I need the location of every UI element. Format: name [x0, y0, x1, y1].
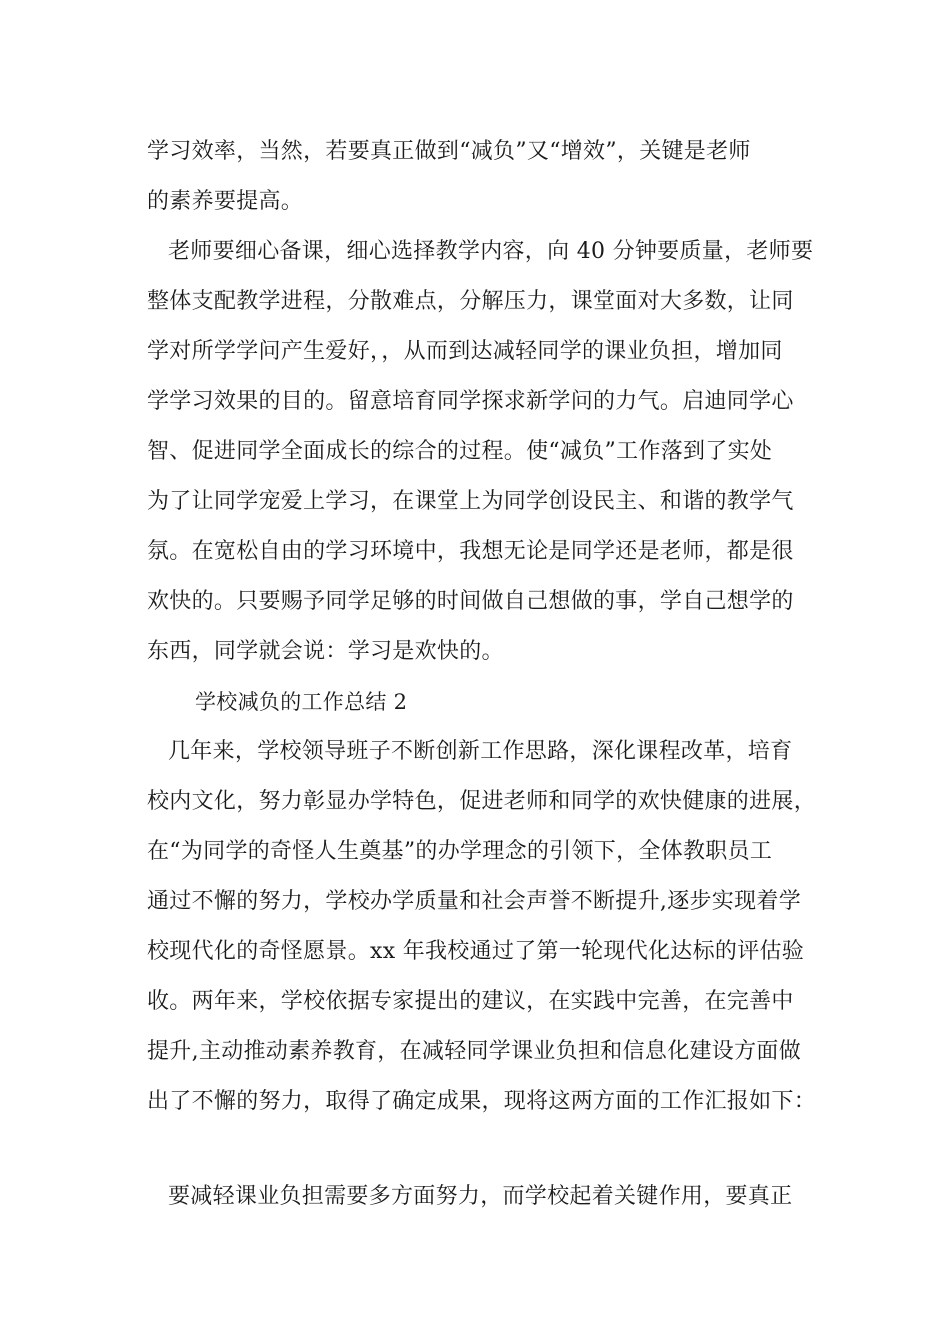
paragraph-3-line-8: 出了不懈的努力，取得了确定成果，现将这两方面的工作汇报如下： — [147, 1089, 817, 1114]
paragraph-2-line-4: 学学习效果的目的。留意培育同学探求新学问的力气。启迪同学心 — [147, 389, 794, 414]
paragraph-2-line-3: 学对所学学问产生爱好，，从而到达减轻同学的课业负担，增加同 — [147, 339, 783, 364]
paragraph-3-line-7: 提升,主动推动素养教育，在减轻同学课业负担和信息化建设方面做 — [147, 1039, 801, 1064]
paragraph-2-line-2: 整体支配教学进程，分散难点，分解压力，课堂面对大多数，让同 — [147, 289, 794, 314]
paragraph-3-line-2: 校内文化，努力彰显办学特色，促进老师和同学的欢快健康的进展， — [147, 789, 817, 814]
section-heading: 学校减负的工作总结 2 — [195, 690, 408, 714]
paragraph-3-line-3: 在“为同学的奇怪人生奠基”的办学理念的引领下，全体教职员工 — [147, 839, 773, 864]
paragraph-3-line-1: 几年来，学校领导班子不断创新工作思路，深化课程改革，培育 — [168, 739, 793, 764]
paragraph-2-line-9: 东西，同学就会说：学习是欢快的。 — [147, 639, 504, 664]
paragraph-4-line-1: 要减轻课业负担需要多方面努力，而学校起着关键作用，要真正 — [168, 1184, 793, 1209]
paragraph-3-line-4: 通过不懈的努力，学校办学质量和社会声誉不断提升,逐步实现着学 — [147, 889, 801, 914]
paragraph-2-line-5: 智、促进同学全面成长的综合的过程。使“减负”工作落到了实处 — [147, 439, 773, 464]
paragraph-2-line-7: 氛。在宽松自由的学习环境中，我想无论是同学还是老师，都是很 — [147, 539, 794, 564]
paragraph-2-line-8: 欢快的。只要赐予同学足够的时间做自己想做的事，学自己想学的 — [147, 589, 794, 614]
paragraph-2-line-1: 老师要细心备课，细心选择教学内容，向 40 分钟要质量，老师要 — [168, 239, 814, 264]
paragraph-3-line-6: 收。两年来，学校依据专家提出的建议，在实践中完善，在完善中 — [147, 989, 794, 1014]
paragraph-1-line-2: 的素养要提高。 — [147, 189, 304, 214]
paragraph-1-line-1: 学习效率，当然，若要真正做到“减负”又“增效”，关键是老师 — [147, 139, 751, 164]
paragraph-2-line-6: 为了让同学宠爱上学习，在课堂上为同学创设民主、和谐的教学气 — [147, 489, 794, 514]
paragraph-3-line-5: 校现代化的奇怪愿景。xx 年我校通过了第一轮现代化达标的评估验 — [147, 939, 805, 964]
